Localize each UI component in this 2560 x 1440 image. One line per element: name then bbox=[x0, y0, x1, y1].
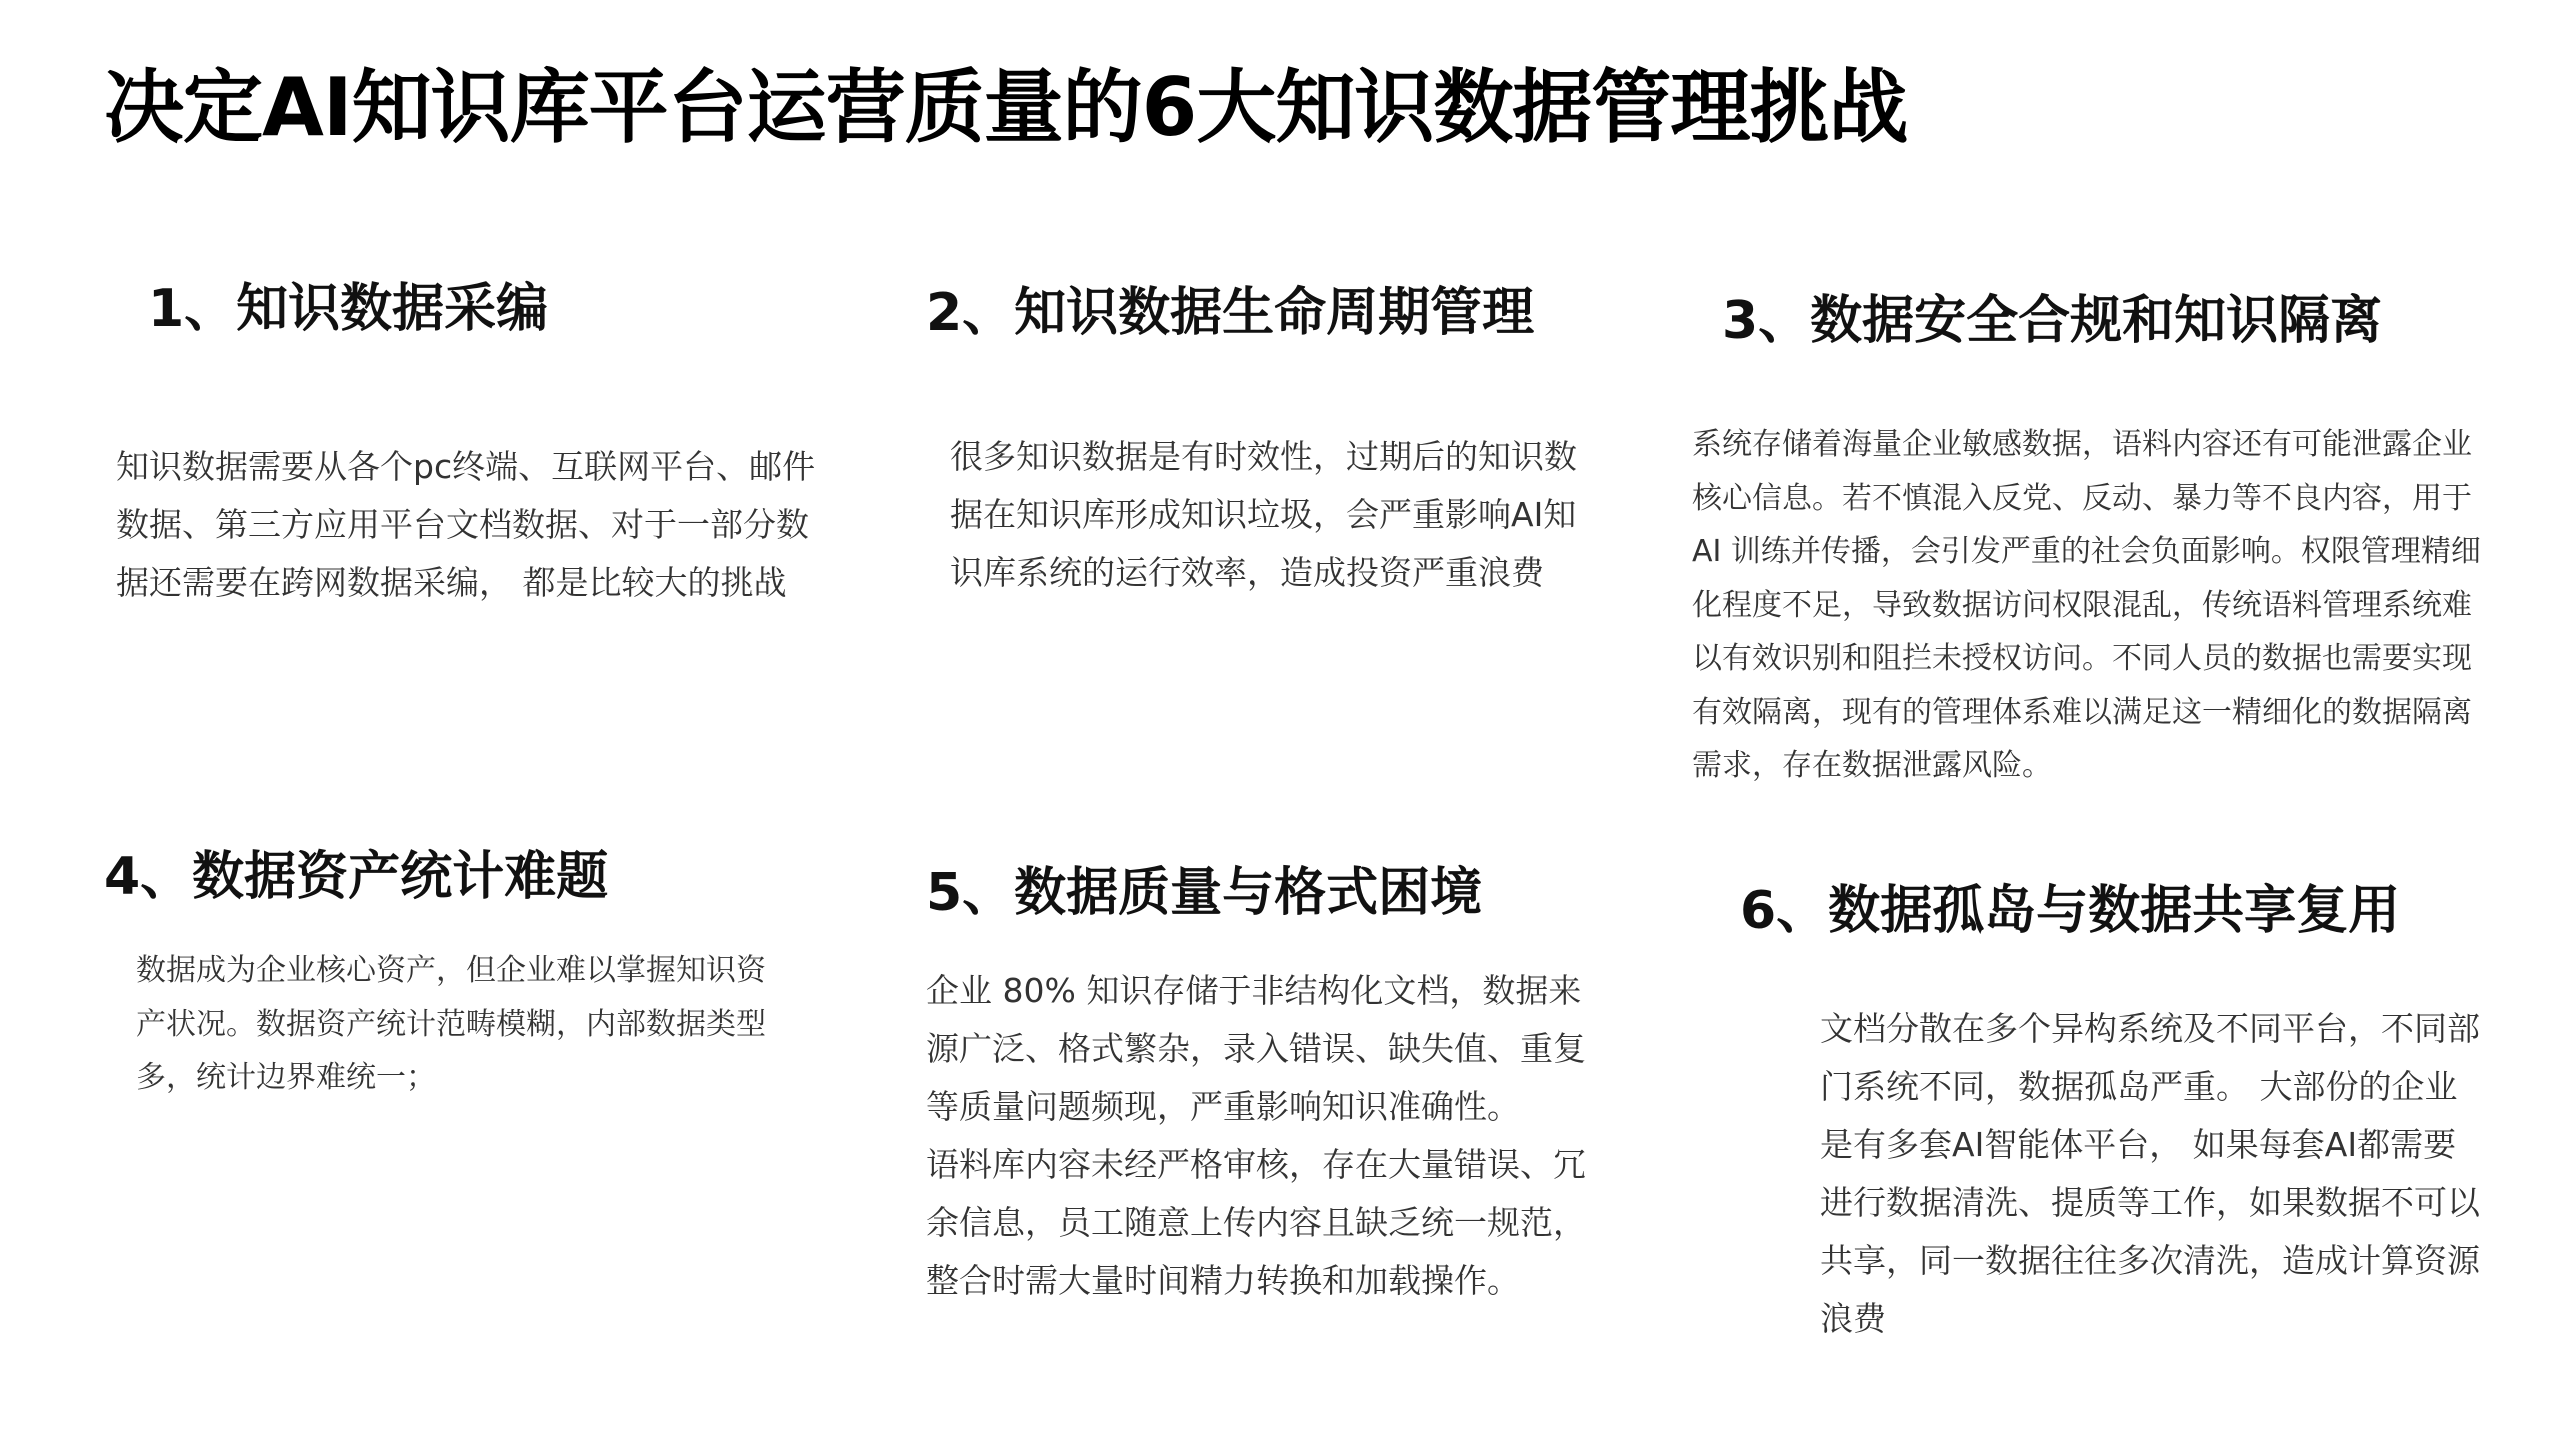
section-body bbox=[136, 944, 776, 1105]
section-heading: 6、数据孤岛与数据共享复用 bbox=[1740, 881, 2401, 941]
section-body bbox=[926, 962, 1606, 1310]
section-paragraph: 语料库内容未经严格审核，存在大量错误、冗余信息，员工随意上传内容且缺乏统一规范，整合时需大量时间精力转换和加载操作。 bbox=[926, 1145, 1586, 1300]
section-paragraph: 企业 80% 知识存储于非结构化文档，数据来源广泛、格式繁杂，录入错误、缺失值、重复等质量问题频现，严重影响知识准确性。 bbox=[926, 971, 1586, 1126]
page-title: 决定AI知识库平台运营质量的6大知识数据管理挑战 bbox=[104, 61, 1908, 154]
section-heading: 1、知识数据采编 bbox=[148, 279, 549, 339]
section-paragraph: 数据成为企业核心资产，但企业难以掌握知识资产状况。数据资产统计范畴模糊，内部数据类型多，统计边界难统一； bbox=[136, 953, 766, 1095]
section-paragraph: 知识数据需要从各个pc终端、互联网平台、邮件数据、第三方应用平台文档数据、对于一部分数据还需要在跨网数据采编， 都是比较大的挑战 bbox=[116, 447, 816, 602]
section-heading: 4、数据资产统计难题 bbox=[104, 847, 609, 907]
section-heading: 2、知识数据生命周期管理 bbox=[926, 283, 1535, 343]
section-heading: 5、数据质量与格式困境 bbox=[926, 863, 1483, 923]
section-body bbox=[1820, 1000, 2480, 1348]
section-paragraph: 文档分散在多个异构系统及不同平台，不同部门系统不同，数据孤岛严重。 大部份的企业是有多套AI智能体平台， 如果每套AI都需要进行数据清洗、提质等工作，如果数据不可以共享，同一数据往往多次清洗，造成计算资源浪费 bbox=[1820, 1009, 2480, 1338]
section-paragraph: 很多知识数据是有时效性，过期后的知识数据在知识库形成知识垃圾，会严重影响AI知识库系统的运行效率，造成投资严重浪费 bbox=[950, 437, 1577, 592]
section-paragraph: 系统存储着海量企业敏感数据，语料内容还有可能泄露企业核心信息。若不慎混入反党、反动、暴力等不良内容，用于 AI 训练并传播，会引发严重的社会负面影响。权限管理精细化程度不足，导致数据访问权限混乱，传统语料管理系统难以有效识别和阻拦未授权访问。不同人员的数据也需要实现有效隔离，现有的管理体系难以满足这一精细化的数据隔离需求，存在数据泄露风险。 bbox=[1692, 427, 2481, 783]
section-heading: 3、数据安全合规和知识隔离 bbox=[1722, 291, 2383, 351]
section-body bbox=[950, 428, 1590, 602]
section-body bbox=[1692, 418, 2492, 793]
section-body bbox=[116, 438, 836, 612]
